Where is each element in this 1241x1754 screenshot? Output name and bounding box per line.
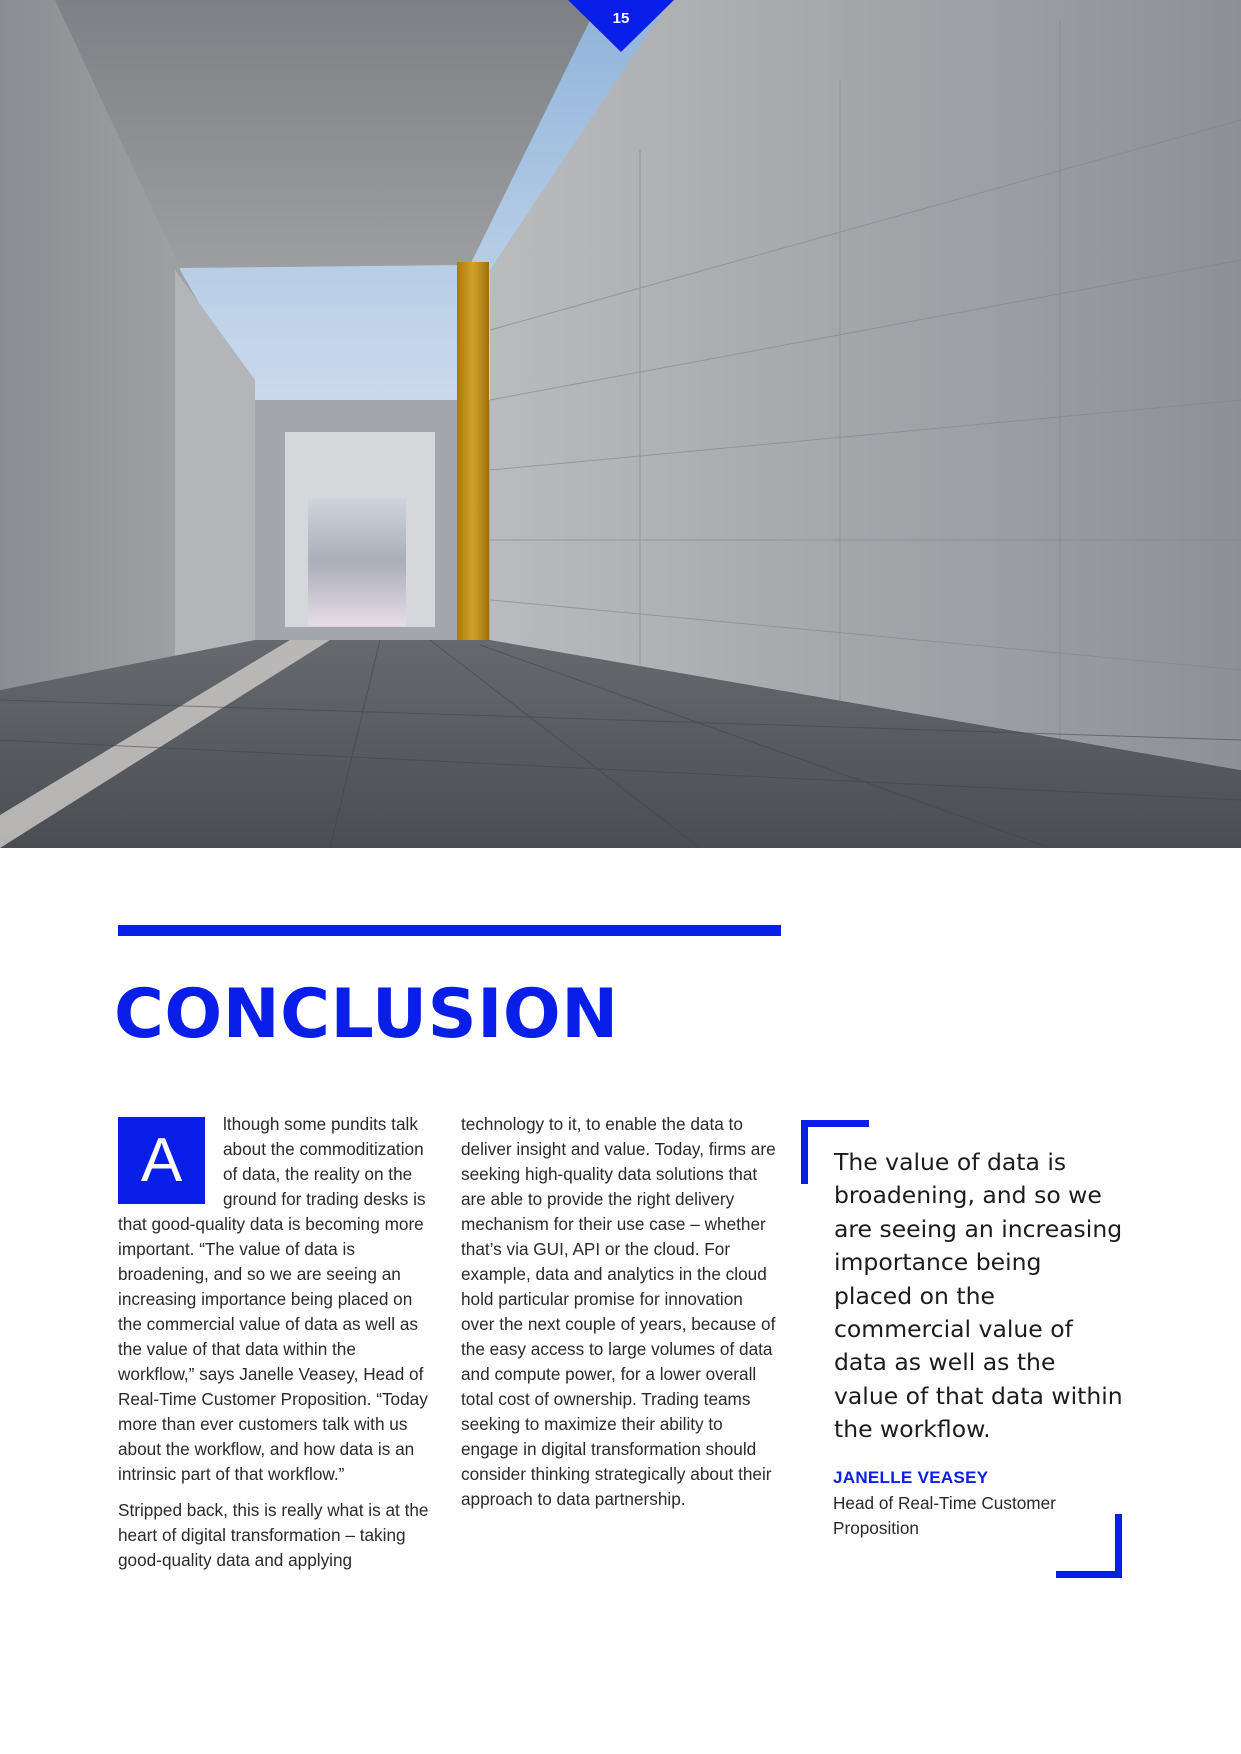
article-paragraph — [118, 1112, 436, 1487]
heading-rule — [118, 925, 781, 936]
paragraph-text: lthough some pundits talk about the commoditization of data, the reality on the ground for trading desks is that good-quality data is becoming more important. “The value of data is broadening, and so we are seeing an increasing importance being placed on the commercial value of data as well as the value of that data within the workflow,” says Janelle Veasey, Head of Real-Time Customer Proposition. “Today more than ever customers talk with us about the workflow, and how data is an intrinsic part of that workflow.” — [118, 1114, 428, 1484]
page-number-badge — [568, 0, 674, 52]
quote-bracket-bottom-right — [1115, 1514, 1122, 1578]
article-paragraph: Stripped back, this is really what is at the heart of digital transformation – taking good-quality data and applying — [118, 1500, 429, 1570]
drop-cap: A — [118, 1117, 205, 1204]
pull-quote: The value of data is broadening, and so we are seeing an increasing importance being placed on the commercial value of data as well as the value of that data within the workflow. — [834, 1148, 1123, 1444]
article-paragraph: technology to it, to enable the data to deliver insight and value. Today, firms are seeking high-quality data solutions that are able to provide the right delivery mechanism for their use case – whether that’s via GUI, API or the cloud. For example, data and analytics in the cloud hold particular promise for innovation over the next couple of years, because of the easy access to large volumes of data and compute power, for a lower overall total cost of ownership. Trading teams seeking to maximize their ability to engage in digital transformation should consider thinking strategically about their approach to data partnership. — [461, 1114, 776, 1509]
quote-bracket-top-left — [801, 1120, 808, 1184]
hero-photo — [0, 0, 1241, 848]
article-column-1 — [118, 1112, 436, 1573]
article-column-2 — [461, 1112, 781, 1512]
quote-attribution-name: JANELLE VEASEY — [833, 1468, 989, 1487]
corridor-illustration — [0, 0, 1241, 848]
quote-bracket-bottom-right — [1056, 1571, 1122, 1578]
quote-attribution-role: Head of Real-Time Customer Proposition — [833, 1493, 1056, 1538]
page-number: 15 — [612, 10, 630, 27]
page-title: CONCLUSION — [114, 975, 619, 1054]
quote-bracket-top-left — [801, 1120, 869, 1127]
